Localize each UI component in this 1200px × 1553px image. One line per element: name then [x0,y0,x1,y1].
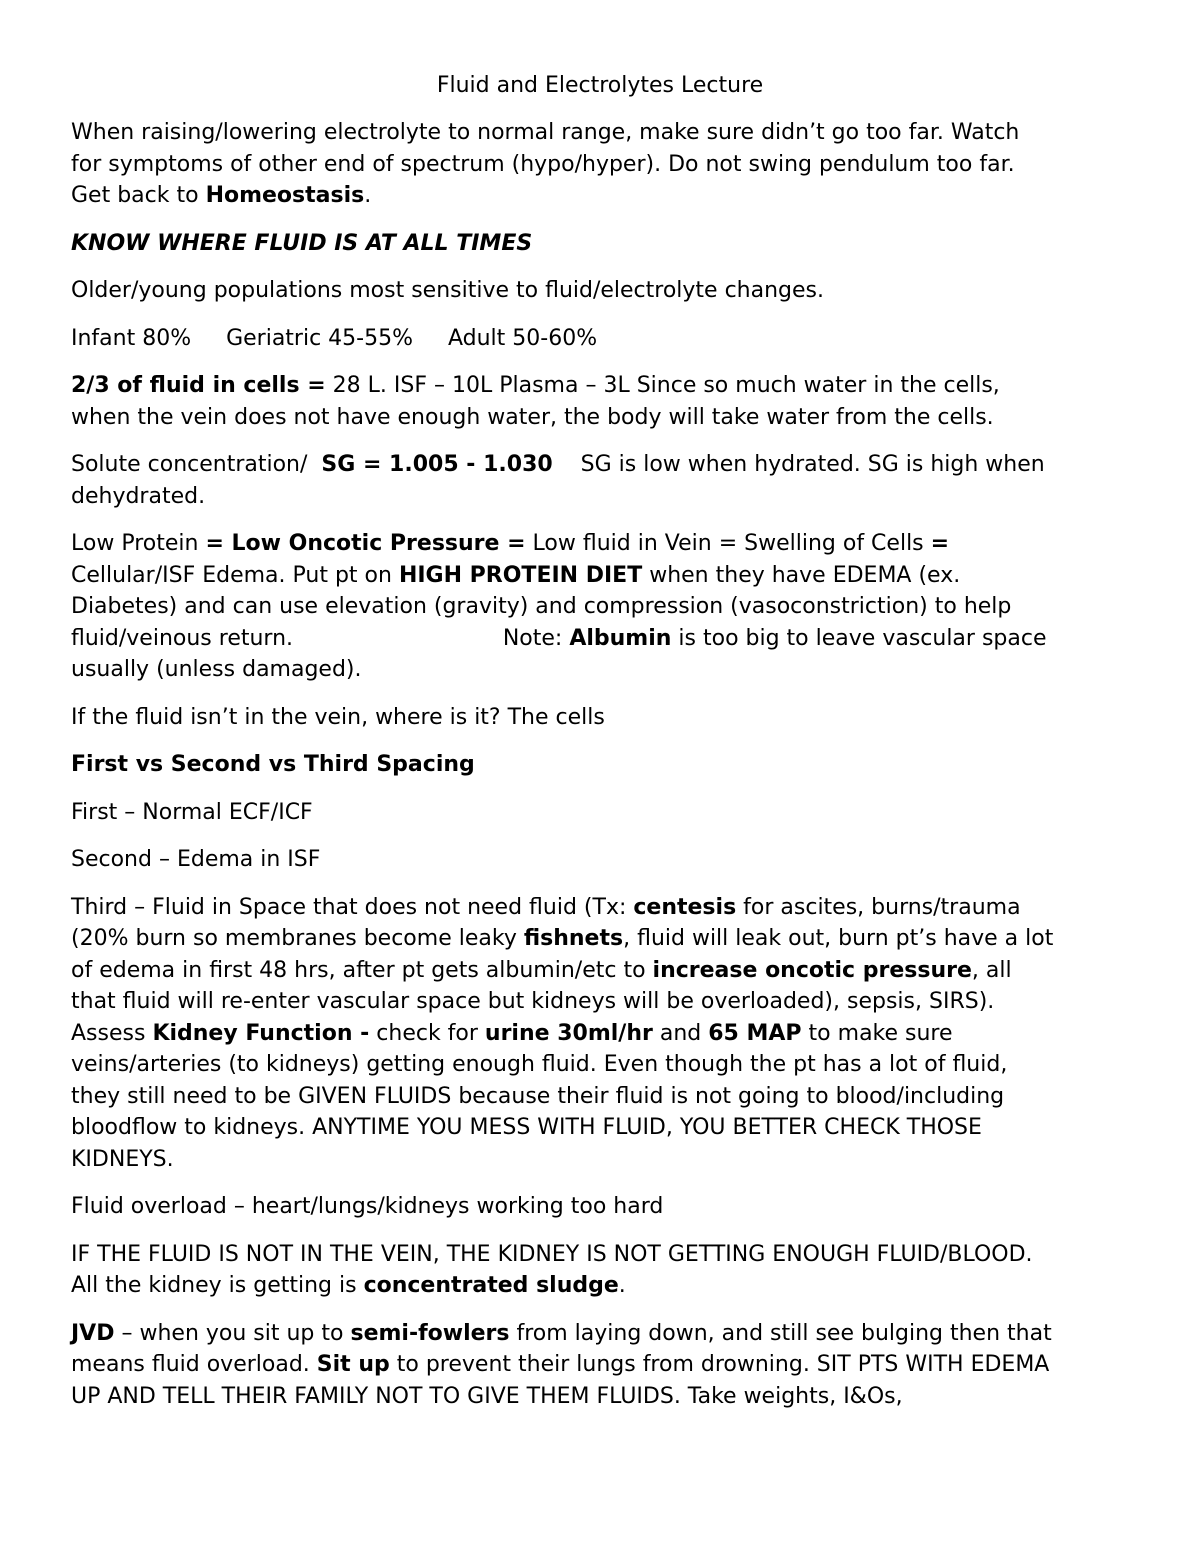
body-text-run: IF THE FLUID IS NOT IN THE VEIN, THE KIDNEY IS NOT GETTING ENOUGH FLUID/BLOOD. All the kidney is getting is [71,1241,1033,1298]
paragraph [71,117,1136,212]
body-text-run: check for [369,1020,485,1046]
paragraph [71,1318,1136,1413]
body-text-run: when they have EDEMA (ex. Diabetes) and can use elevation (gravity) and compression (vasoconstriction) to help fluid/veinous return. Note: [71,562,1012,651]
body-text-run: Solute concentration/ [71,452,322,477]
body-text-run: and [652,1020,709,1046]
body-text-run: If the fluid isn’t in the vein, where is it? The cells [71,704,605,730]
emphasis-text: fishnets [523,926,624,951]
paragraph [71,1191,1136,1223]
body-text-run: 28 L. ISF – 10L Plasma – 3L Since so much water in the cells, when the vein does not have enough water, the body will take water from the cells. [71,373,1000,430]
body-text-run: Third – Fluid in Space that does not need fluid (Tx: [71,894,634,920]
emphasis-text: urine 30ml/hr [484,1020,653,1046]
paragraph [71,323,1136,355]
emphasis-text: Albumin [569,625,672,651]
body-text-run: Low Protein [71,531,206,556]
emphasis-text: centesis [633,894,737,920]
body-text-run: Infant 80% Geriatric 45-55% Adult 50-60% [71,325,598,351]
body-text-run: from laying down, and still see bulging then that means fluid overload. [71,1320,1052,1377]
paragraph [71,228,1136,260]
emphasis-text: Sit up [316,1352,390,1377]
body-text-run: – when you sit up to [114,1320,351,1346]
emphasis-text: Kidney Function - [152,1020,370,1046]
body-text-run: is too big to leave vascular space usually (unless damaged). [71,625,1047,682]
body-text-run: , fluid will leak out, burn pt’s have a lot of edema in first 48 hrs, after pt gets albumin/etc to [71,926,1054,983]
body-text-run: First – Normal ECF/ICF [71,799,313,825]
body-text-run: SG is low when hydrated. SG is high when dehydrated. [71,452,1045,509]
paragraph [71,749,1136,781]
paragraph [71,275,1136,307]
emphasis-text: HIGH PROTEIN DIET [398,562,643,588]
paragraph [71,449,1136,512]
emphasis-text: = Low Oncotic Pressure = [205,531,526,556]
body-text-run: Low fluid in Vein = Swelling of Cells [525,531,931,556]
emphasis-text: concentrated sludge [363,1273,619,1298]
paragraph [71,892,1136,1176]
emphasis-text: JVD [71,1320,115,1346]
body-text-run: , all that fluid will re-enter vascular space but kidneys will be overloaded), sepsis, SIRS). Assess [71,957,1012,1046]
emphasis-text: semi-fowlers [350,1320,510,1346]
body-text-run: to make sure veins/arteries (to kidneys) getting enough fluid. Even though the pt has a lot of fluid, they still need to be GIVEN FLUIDS because their fluid is not going to blood/including bloodflow to kidneys. ANYTIME YOU MESS WITH FLUID, YOU BETTER CHECK THOSE KIDNEYS. [71,1020,1008,1172]
paragraph [71,370,1136,433]
emphasis-text: Homeostasis [205,183,365,208]
paragraph [71,797,1136,829]
body-text-run: . [618,1273,626,1298]
body-text-run: Fluid overload – heart/lungs/kidneys working too hard [71,1194,664,1219]
emphasis-text: SG = 1.005 - 1.030 [321,452,553,477]
emphasis-text: KNOW WHERE FLUID IS AT ALL TIMES [71,230,533,256]
emphasis-text: 65 MAP [708,1020,802,1046]
body-text-run: Cellular/ISF Edema. Put pt on [71,562,392,588]
body-text-run: . [364,183,372,208]
document-body [71,117,1136,1428]
emphasis-text: First vs Second vs Third Spacing [71,752,475,777]
body-text-run: Second – Edema in ISF [71,847,321,872]
document-title: Fluid and Electrolytes Lecture [436,73,764,98]
body-text-run: to prevent their lungs from drowning. SIT PTS WITH EDEMA UP AND TELL THEIR FAMILY NOT TO GIVE THEM FLUIDS. Take weights, I&Os, [71,1352,1050,1409]
emphasis-text: increase oncotic pressure [652,957,972,983]
emphasis-text: = [930,531,950,556]
paragraph [71,1239,1136,1302]
body-text-run: Older/young populations most sensitive to fluid/electrolyte changes. [71,278,825,303]
emphasis-text: 2/3 of fluid in cells = [71,373,326,398]
body-text-run: When raising/lowering electrolyte to normal range, make sure didn’t go too far. Watch for symptoms of other end of spectrum (hypo/hyper). Do not swing pendulum too far. Get back to [71,120,1020,208]
paragraph [71,528,1136,686]
paragraph [71,702,1136,734]
body-text-run: for ascites, burns/trauma (20% burn so membranes become leaky [71,894,1021,951]
paragraph [71,844,1136,876]
